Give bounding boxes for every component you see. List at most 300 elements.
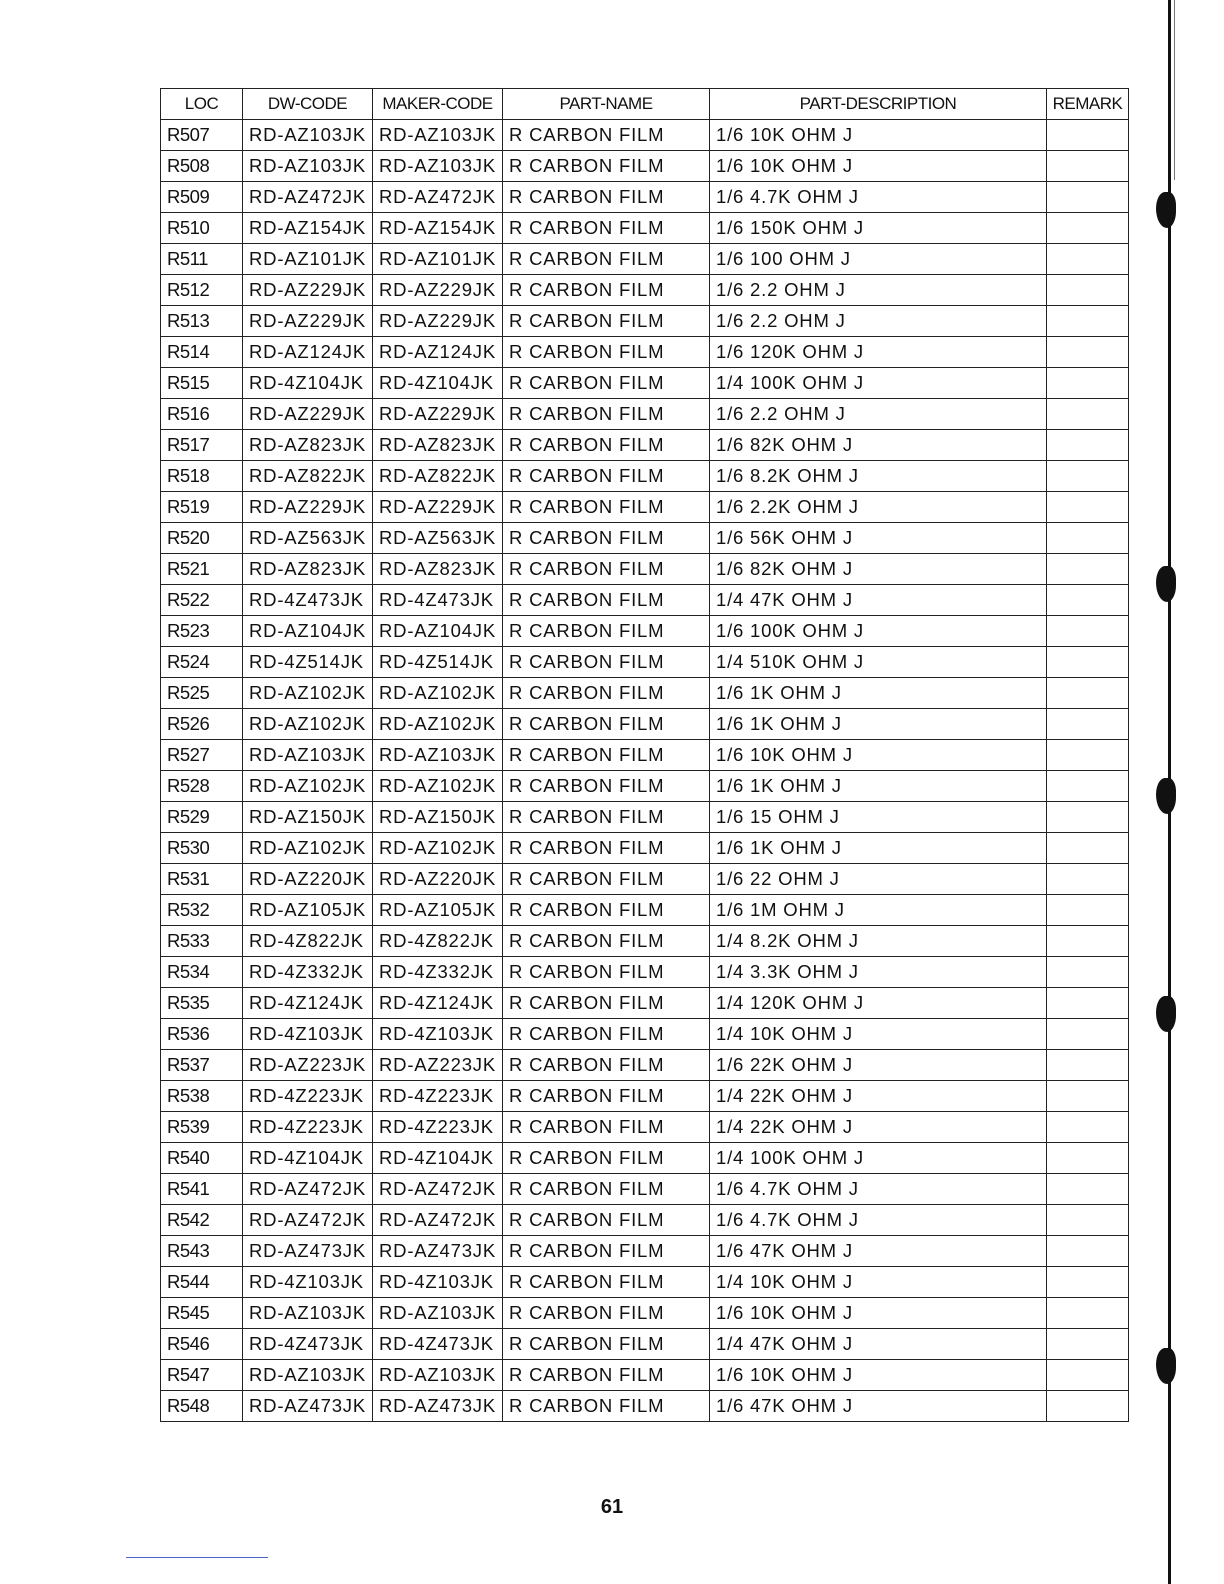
- binder-hole-mark: [1156, 566, 1176, 602]
- cell-maker-code: RD-AZ229JK: [373, 492, 503, 523]
- cell-part-name: R CARBON FILM: [503, 802, 710, 833]
- cell-maker-code: RD-4Z473JK: [373, 1329, 503, 1360]
- table-row: [161, 1391, 1129, 1422]
- cell-part-name: R CARBON FILM: [503, 1112, 710, 1143]
- cell-part-name: R CARBON FILM: [503, 616, 710, 647]
- cell-loc: R510: [161, 213, 243, 244]
- cell-dw-code: RD-4Z124JK: [243, 988, 373, 1019]
- cell-part-description: 1/4 100K OHM J: [710, 368, 1047, 399]
- cell-part-name: R CARBON FILM: [503, 244, 710, 275]
- cell-maker-code: RD-AZ472JK: [373, 182, 503, 213]
- table-row: [161, 709, 1129, 740]
- cell-remark: [1047, 957, 1129, 988]
- cell-part-name: R CARBON FILM: [503, 461, 710, 492]
- cell-part-description: 1/6 82K OHM J: [710, 430, 1047, 461]
- table-row: [161, 771, 1129, 802]
- table-row: [161, 1050, 1129, 1081]
- cell-loc: R544: [161, 1267, 243, 1298]
- header-maker-code: MAKER-CODE: [373, 89, 503, 120]
- cell-part-name: R CARBON FILM: [503, 120, 710, 151]
- cell-loc: R515: [161, 368, 243, 399]
- cell-part-name: R CARBON FILM: [503, 1174, 710, 1205]
- header-part-description: PART-DESCRIPTION: [710, 89, 1047, 120]
- cell-part-name: R CARBON FILM: [503, 1298, 710, 1329]
- cell-part-name: R CARBON FILM: [503, 1329, 710, 1360]
- cell-dw-code: RD-AZ103JK: [243, 1298, 373, 1329]
- cell-loc: R533: [161, 926, 243, 957]
- cell-dw-code: RD-4Z473JK: [243, 1329, 373, 1360]
- cell-part-description: 1/4 8.2K OHM J: [710, 926, 1047, 957]
- table-row: [161, 616, 1129, 647]
- bottom-rule: [126, 1557, 268, 1558]
- cell-dw-code: RD-AZ102JK: [243, 771, 373, 802]
- cell-part-description: 1/6 1M OHM J: [710, 895, 1047, 926]
- cell-part-name: R CARBON FILM: [503, 492, 710, 523]
- cell-part-description: 1/6 100 OHM J: [710, 244, 1047, 275]
- cell-loc: R539: [161, 1112, 243, 1143]
- cell-remark: [1047, 275, 1129, 306]
- table-row: [161, 957, 1129, 988]
- cell-dw-code: RD-AZ105JK: [243, 895, 373, 926]
- cell-remark: [1047, 554, 1129, 585]
- cell-dw-code: RD-AZ103JK: [243, 740, 373, 771]
- cell-remark: [1047, 430, 1129, 461]
- cell-remark: [1047, 1267, 1129, 1298]
- table-row: [161, 337, 1129, 368]
- cell-maker-code: RD-AZ104JK: [373, 616, 503, 647]
- cell-maker-code: RD-AZ823JK: [373, 554, 503, 585]
- cell-loc: R540: [161, 1143, 243, 1174]
- cell-maker-code: RD-AZ102JK: [373, 709, 503, 740]
- cell-part-name: R CARBON FILM: [503, 957, 710, 988]
- cell-dw-code: RD-AZ220JK: [243, 864, 373, 895]
- cell-part-name: R CARBON FILM: [503, 306, 710, 337]
- table-row: [161, 523, 1129, 554]
- cell-remark: [1047, 1391, 1129, 1422]
- cell-dw-code: RD-4Z104JK: [243, 1143, 373, 1174]
- cell-loc: R528: [161, 771, 243, 802]
- cell-part-name: R CARBON FILM: [503, 275, 710, 306]
- cell-part-description: 1/6 15 OHM J: [710, 802, 1047, 833]
- cell-part-description: 1/4 47K OHM J: [710, 1329, 1047, 1360]
- cell-loc: R516: [161, 399, 243, 430]
- cell-maker-code: RD-4Z104JK: [373, 368, 503, 399]
- table-body: [161, 120, 1129, 1422]
- table-row: [161, 678, 1129, 709]
- table-row: [161, 864, 1129, 895]
- cell-part-description: 1/6 82K OHM J: [710, 554, 1047, 585]
- cell-remark: [1047, 771, 1129, 802]
- cell-remark: [1047, 585, 1129, 616]
- cell-remark: [1047, 864, 1129, 895]
- cell-maker-code: RD-AZ102JK: [373, 678, 503, 709]
- cell-maker-code: RD-4Z223JK: [373, 1112, 503, 1143]
- cell-maker-code: RD-AZ220JK: [373, 864, 503, 895]
- cell-part-description: 1/6 1K OHM J: [710, 678, 1047, 709]
- cell-maker-code: RD-AZ223JK: [373, 1050, 503, 1081]
- cell-part-name: R CARBON FILM: [503, 1360, 710, 1391]
- cell-dw-code: RD-4Z103JK: [243, 1267, 373, 1298]
- cell-maker-code: RD-AZ103JK: [373, 151, 503, 182]
- cell-part-name: R CARBON FILM: [503, 678, 710, 709]
- cell-maker-code: RD-4Z473JK: [373, 585, 503, 616]
- cell-part-name: R CARBON FILM: [503, 1236, 710, 1267]
- cell-dw-code: RD-AZ103JK: [243, 120, 373, 151]
- cell-loc: R507: [161, 120, 243, 151]
- cell-dw-code: RD-AZ102JK: [243, 833, 373, 864]
- table-row: [161, 802, 1129, 833]
- cell-remark: [1047, 151, 1129, 182]
- cell-dw-code: RD-4Z514JK: [243, 647, 373, 678]
- table-row: [161, 1143, 1129, 1174]
- table-row: [161, 1019, 1129, 1050]
- cell-part-name: R CARBON FILM: [503, 926, 710, 957]
- cell-remark: [1047, 833, 1129, 864]
- cell-maker-code: RD-AZ124JK: [373, 337, 503, 368]
- cell-part-description: 1/4 510K OHM J: [710, 647, 1047, 678]
- cell-dw-code: RD-AZ102JK: [243, 709, 373, 740]
- cell-remark: [1047, 1236, 1129, 1267]
- cell-maker-code: RD-4Z124JK: [373, 988, 503, 1019]
- cell-part-name: R CARBON FILM: [503, 864, 710, 895]
- cell-part-description: 1/4 22K OHM J: [710, 1112, 1047, 1143]
- cell-remark: [1047, 802, 1129, 833]
- cell-dw-code: RD-AZ229JK: [243, 399, 373, 430]
- cell-part-name: R CARBON FILM: [503, 647, 710, 678]
- cell-remark: [1047, 1360, 1129, 1391]
- cell-loc: R527: [161, 740, 243, 771]
- table-row: [161, 461, 1129, 492]
- cell-dw-code: RD-AZ154JK: [243, 213, 373, 244]
- cell-part-description: 1/6 8.2K OHM J: [710, 461, 1047, 492]
- cell-part-description: 1/4 10K OHM J: [710, 1267, 1047, 1298]
- table-row: [161, 368, 1129, 399]
- binder-edge-line-thin: [1174, 0, 1175, 180]
- cell-dw-code: RD-AZ473JK: [243, 1236, 373, 1267]
- cell-loc: R545: [161, 1298, 243, 1329]
- table-row: [161, 151, 1129, 182]
- cell-remark: [1047, 926, 1129, 957]
- table-row: [161, 244, 1129, 275]
- table-row: [161, 182, 1129, 213]
- cell-part-description: 1/6 120K OHM J: [710, 337, 1047, 368]
- cell-part-description: 1/6 4.7K OHM J: [710, 1205, 1047, 1236]
- cell-part-description: 1/6 150K OHM J: [710, 213, 1047, 244]
- cell-remark: [1047, 1112, 1129, 1143]
- cell-part-name: R CARBON FILM: [503, 213, 710, 244]
- cell-dw-code: RD-4Z822JK: [243, 926, 373, 957]
- cell-maker-code: RD-AZ103JK: [373, 120, 503, 151]
- cell-dw-code: RD-4Z332JK: [243, 957, 373, 988]
- cell-dw-code: RD-4Z103JK: [243, 1019, 373, 1050]
- cell-loc: R536: [161, 1019, 243, 1050]
- cell-part-name: R CARBON FILM: [503, 523, 710, 554]
- cell-remark: [1047, 1050, 1129, 1081]
- cell-part-description: 1/6 56K OHM J: [710, 523, 1047, 554]
- cell-remark: [1047, 1143, 1129, 1174]
- cell-dw-code: RD-AZ472JK: [243, 182, 373, 213]
- cell-maker-code: RD-AZ102JK: [373, 833, 503, 864]
- cell-part-description: 1/6 10K OHM J: [710, 120, 1047, 151]
- cell-dw-code: RD-AZ229JK: [243, 275, 373, 306]
- cell-part-name: R CARBON FILM: [503, 337, 710, 368]
- cell-loc: R526: [161, 709, 243, 740]
- table-row: [161, 585, 1129, 616]
- cell-dw-code: RD-AZ150JK: [243, 802, 373, 833]
- table-row: [161, 1329, 1129, 1360]
- table-row: [161, 1112, 1129, 1143]
- binder-hole-mark: [1156, 192, 1176, 228]
- cell-dw-code: RD-AZ472JK: [243, 1205, 373, 1236]
- cell-dw-code: RD-AZ104JK: [243, 616, 373, 647]
- cell-part-name: R CARBON FILM: [503, 833, 710, 864]
- cell-part-name: R CARBON FILM: [503, 1143, 710, 1174]
- cell-loc: R519: [161, 492, 243, 523]
- table-row: [161, 1236, 1129, 1267]
- cell-part-description: 1/6 2.2K OHM J: [710, 492, 1047, 523]
- cell-loc: R509: [161, 182, 243, 213]
- cell-part-description: 1/4 3.3K OHM J: [710, 957, 1047, 988]
- cell-loc: R525: [161, 678, 243, 709]
- cell-maker-code: RD-AZ154JK: [373, 213, 503, 244]
- cell-part-name: R CARBON FILM: [503, 151, 710, 182]
- cell-part-description: 1/6 22K OHM J: [710, 1050, 1047, 1081]
- cell-part-name: R CARBON FILM: [503, 1205, 710, 1236]
- cell-loc: R548: [161, 1391, 243, 1422]
- cell-dw-code: RD-AZ101JK: [243, 244, 373, 275]
- cell-remark: [1047, 244, 1129, 275]
- cell-loc: R541: [161, 1174, 243, 1205]
- table-row: [161, 988, 1129, 1019]
- cell-loc: R530: [161, 833, 243, 864]
- binder-hole-mark: [1156, 1348, 1176, 1384]
- cell-part-name: R CARBON FILM: [503, 585, 710, 616]
- cell-maker-code: RD-4Z104JK: [373, 1143, 503, 1174]
- cell-part-description: 1/4 120K OHM J: [710, 988, 1047, 1019]
- cell-dw-code: RD-AZ223JK: [243, 1050, 373, 1081]
- table-header-row: [161, 89, 1129, 120]
- cell-remark: [1047, 461, 1129, 492]
- cell-maker-code: RD-4Z103JK: [373, 1019, 503, 1050]
- cell-remark: [1047, 1329, 1129, 1360]
- cell-part-name: R CARBON FILM: [503, 988, 710, 1019]
- cell-maker-code: RD-4Z514JK: [373, 647, 503, 678]
- table-row: [161, 833, 1129, 864]
- cell-remark: [1047, 368, 1129, 399]
- cell-remark: [1047, 1205, 1129, 1236]
- table-row: [161, 647, 1129, 678]
- cell-loc: R543: [161, 1236, 243, 1267]
- cell-part-description: 1/6 100K OHM J: [710, 616, 1047, 647]
- cell-remark: [1047, 1298, 1129, 1329]
- cell-part-name: R CARBON FILM: [503, 771, 710, 802]
- cell-maker-code: RD-AZ823JK: [373, 430, 503, 461]
- cell-remark: [1047, 399, 1129, 430]
- cell-part-description: 1/6 2.2 OHM J: [710, 399, 1047, 430]
- cell-loc: R542: [161, 1205, 243, 1236]
- cell-dw-code: RD-AZ822JK: [243, 461, 373, 492]
- table-row: [161, 306, 1129, 337]
- cell-loc: R546: [161, 1329, 243, 1360]
- cell-part-description: 1/6 2.2 OHM J: [710, 306, 1047, 337]
- cell-loc: R508: [161, 151, 243, 182]
- cell-maker-code: RD-AZ229JK: [373, 399, 503, 430]
- table-row: [161, 895, 1129, 926]
- cell-part-description: 1/6 10K OHM J: [710, 1298, 1047, 1329]
- cell-part-name: R CARBON FILM: [503, 554, 710, 585]
- cell-part-name: R CARBON FILM: [503, 895, 710, 926]
- cell-part-description: 1/6 1K OHM J: [710, 771, 1047, 802]
- cell-maker-code: RD-AZ472JK: [373, 1174, 503, 1205]
- cell-maker-code: RD-AZ229JK: [373, 275, 503, 306]
- cell-part-description: 1/4 10K OHM J: [710, 1019, 1047, 1050]
- cell-part-description: 1/6 10K OHM J: [710, 740, 1047, 771]
- table-row: [161, 1267, 1129, 1298]
- cell-dw-code: RD-4Z223JK: [243, 1081, 373, 1112]
- cell-part-description: 1/4 22K OHM J: [710, 1081, 1047, 1112]
- binder-hole-mark: [1156, 996, 1176, 1032]
- cell-remark: [1047, 1019, 1129, 1050]
- cell-maker-code: RD-AZ102JK: [373, 771, 503, 802]
- cell-part-name: R CARBON FILM: [503, 430, 710, 461]
- table-row: [161, 1081, 1129, 1112]
- cell-maker-code: RD-AZ822JK: [373, 461, 503, 492]
- cell-maker-code: RD-AZ473JK: [373, 1391, 503, 1422]
- cell-part-description: 1/6 4.7K OHM J: [710, 182, 1047, 213]
- cell-loc: R513: [161, 306, 243, 337]
- cell-part-name: R CARBON FILM: [503, 1391, 710, 1422]
- cell-part-description: 1/6 2.2 OHM J: [710, 275, 1047, 306]
- header-loc: LOC: [161, 89, 243, 120]
- cell-part-description: 1/6 10K OHM J: [710, 151, 1047, 182]
- cell-remark: [1047, 492, 1129, 523]
- cell-dw-code: RD-AZ229JK: [243, 306, 373, 337]
- cell-part-name: R CARBON FILM: [503, 1267, 710, 1298]
- cell-maker-code: RD-AZ103JK: [373, 740, 503, 771]
- cell-remark: [1047, 678, 1129, 709]
- cell-remark: [1047, 740, 1129, 771]
- cell-dw-code: RD-AZ229JK: [243, 492, 373, 523]
- cell-maker-code: RD-AZ150JK: [373, 802, 503, 833]
- cell-remark: [1047, 895, 1129, 926]
- cell-part-description: 1/6 22 OHM J: [710, 864, 1047, 895]
- binder-hole-mark: [1156, 778, 1176, 814]
- cell-part-description: 1/4 100K OHM J: [710, 1143, 1047, 1174]
- cell-remark: [1047, 306, 1129, 337]
- table-row: [161, 740, 1129, 771]
- cell-dw-code: RD-AZ102JK: [243, 678, 373, 709]
- cell-part-name: R CARBON FILM: [503, 1081, 710, 1112]
- cell-dw-code: RD-4Z223JK: [243, 1112, 373, 1143]
- cell-maker-code: RD-AZ229JK: [373, 306, 503, 337]
- cell-part-name: R CARBON FILM: [503, 368, 710, 399]
- cell-dw-code: RD-AZ124JK: [243, 337, 373, 368]
- table-row: [161, 430, 1129, 461]
- cell-loc: R524: [161, 647, 243, 678]
- cell-remark: [1047, 523, 1129, 554]
- cell-loc: R522: [161, 585, 243, 616]
- table-row: [161, 213, 1129, 244]
- cell-dw-code: RD-AZ473JK: [243, 1391, 373, 1422]
- cell-remark: [1047, 182, 1129, 213]
- cell-dw-code: RD-4Z104JK: [243, 368, 373, 399]
- cell-maker-code: RD-AZ101JK: [373, 244, 503, 275]
- cell-loc: R521: [161, 554, 243, 585]
- cell-maker-code: RD-AZ103JK: [373, 1360, 503, 1391]
- table-row: [161, 1205, 1129, 1236]
- cell-loc: R532: [161, 895, 243, 926]
- cell-dw-code: RD-AZ823JK: [243, 430, 373, 461]
- cell-dw-code: RD-AZ823JK: [243, 554, 373, 585]
- cell-part-description: 1/6 47K OHM J: [710, 1236, 1047, 1267]
- cell-remark: [1047, 213, 1129, 244]
- cell-remark: [1047, 616, 1129, 647]
- header-dw-code: DW-CODE: [243, 89, 373, 120]
- cell-maker-code: RD-4Z223JK: [373, 1081, 503, 1112]
- cell-loc: R538: [161, 1081, 243, 1112]
- header-remark: REMARK: [1047, 89, 1129, 120]
- cell-remark: [1047, 337, 1129, 368]
- cell-loc: R511: [161, 244, 243, 275]
- cell-loc: R529: [161, 802, 243, 833]
- cell-remark: [1047, 647, 1129, 678]
- cell-loc: R537: [161, 1050, 243, 1081]
- cell-part-description: 1/6 10K OHM J: [710, 1360, 1047, 1391]
- table-row: [161, 492, 1129, 523]
- cell-maker-code: RD-4Z822JK: [373, 926, 503, 957]
- cell-dw-code: RD-4Z473JK: [243, 585, 373, 616]
- cell-part-name: R CARBON FILM: [503, 1050, 710, 1081]
- cell-dw-code: RD-AZ103JK: [243, 1360, 373, 1391]
- cell-part-name: R CARBON FILM: [503, 182, 710, 213]
- cell-loc: R531: [161, 864, 243, 895]
- cell-loc: R514: [161, 337, 243, 368]
- table-row: [161, 1298, 1129, 1329]
- table-row: [161, 275, 1129, 306]
- cell-part-name: R CARBON FILM: [503, 1019, 710, 1050]
- cell-part-description: 1/4 47K OHM J: [710, 585, 1047, 616]
- cell-loc: R520: [161, 523, 243, 554]
- cell-remark: [1047, 120, 1129, 151]
- cell-loc: R534: [161, 957, 243, 988]
- cell-part-name: R CARBON FILM: [503, 709, 710, 740]
- cell-part-description: 1/6 47K OHM J: [710, 1391, 1047, 1422]
- cell-remark: [1047, 1174, 1129, 1205]
- cell-dw-code: RD-AZ472JK: [243, 1174, 373, 1205]
- cell-maker-code: RD-4Z103JK: [373, 1267, 503, 1298]
- cell-dw-code: RD-AZ103JK: [243, 151, 373, 182]
- cell-maker-code: RD-4Z332JK: [373, 957, 503, 988]
- cell-maker-code: RD-AZ105JK: [373, 895, 503, 926]
- cell-loc: R517: [161, 430, 243, 461]
- cell-dw-code: RD-AZ563JK: [243, 523, 373, 554]
- cell-remark: [1047, 988, 1129, 1019]
- table-row: [161, 1360, 1129, 1391]
- cell-part-description: 1/6 1K OHM J: [710, 833, 1047, 864]
- cell-loc: R523: [161, 616, 243, 647]
- page-number: 61: [600, 1496, 624, 1518]
- table-row: [161, 399, 1129, 430]
- cell-loc: R535: [161, 988, 243, 1019]
- cell-maker-code: RD-AZ473JK: [373, 1236, 503, 1267]
- cell-part-description: 1/6 4.7K OHM J: [710, 1174, 1047, 1205]
- cell-maker-code: RD-AZ563JK: [373, 523, 503, 554]
- cell-part-name: R CARBON FILM: [503, 740, 710, 771]
- header-part-name: PART-NAME: [503, 89, 710, 120]
- parts-list-table: [160, 88, 1129, 1422]
- table-row: [161, 120, 1129, 151]
- cell-loc: R512: [161, 275, 243, 306]
